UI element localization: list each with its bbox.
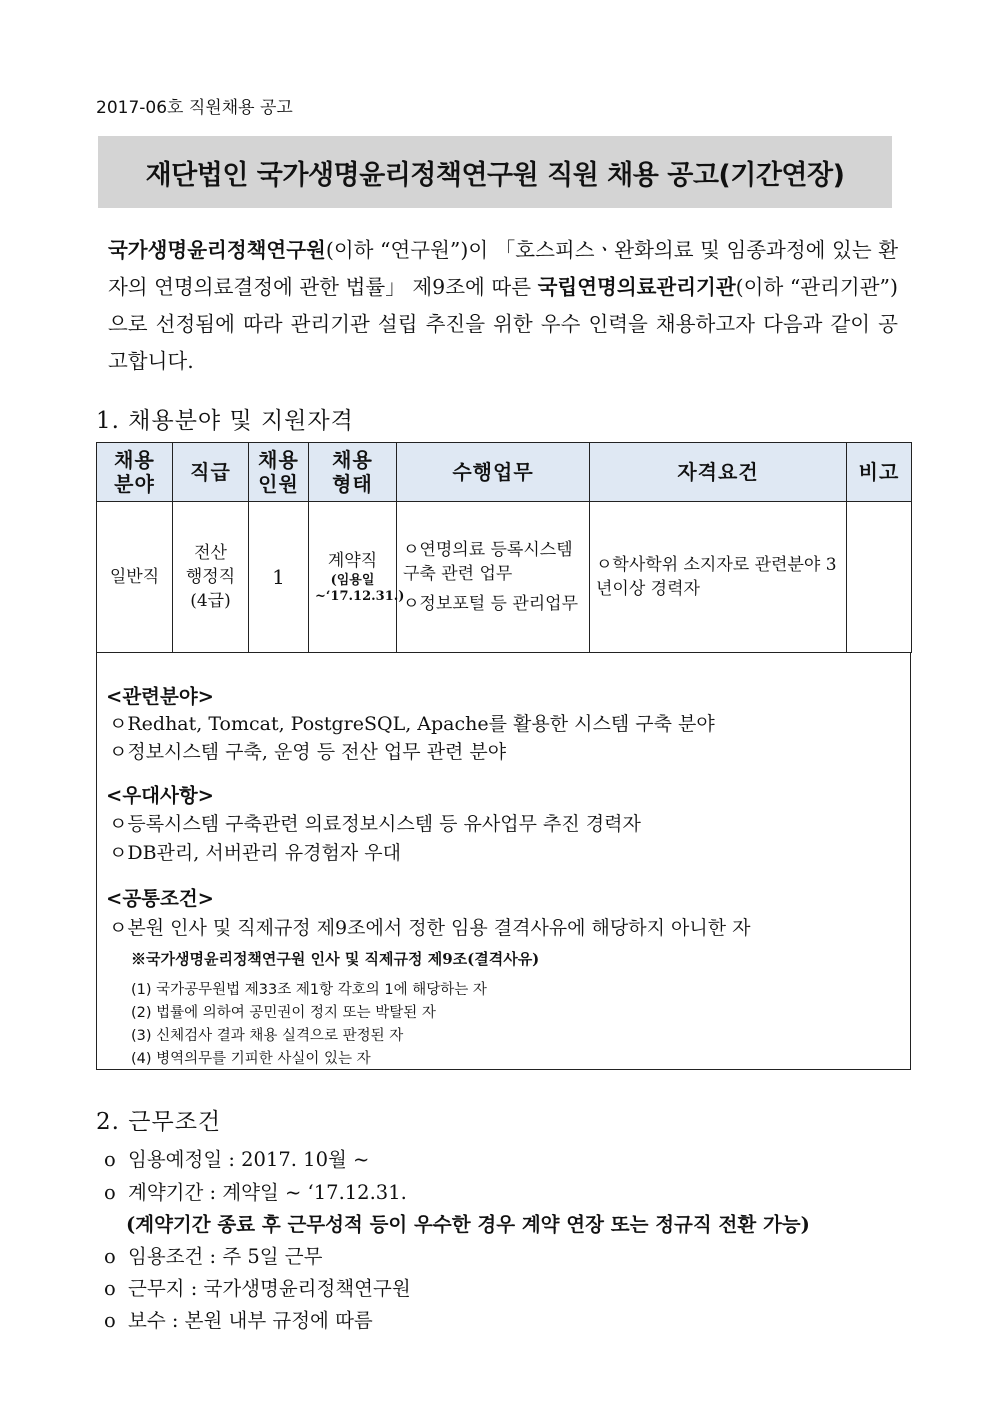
cell-type bbox=[309, 502, 405, 653]
cell-count: 1 bbox=[249, 502, 309, 653]
duty-item: ㅇ연명의료 등록시스템 구축 관련 업무 bbox=[403, 540, 573, 584]
page-title: 재단법인 국가생명윤리정책연구원 직원 채용 공고(기간연장) bbox=[145, 159, 845, 191]
condition-text: 임용조건 : 주 5일 근무 bbox=[128, 1245, 323, 1268]
col-field: 채용 분야 bbox=[97, 443, 173, 502]
related-item: ㅇ정보시스템 구축, 운영 등 전산 업무 관련 분야 bbox=[109, 741, 507, 763]
section1-heading: 1. 채용분야 및 지원자격 bbox=[96, 408, 354, 434]
condition-item bbox=[104, 1241, 322, 1269]
note-item: (3) 신체검사 결과 채용 실격으로 판정된 자 bbox=[131, 1028, 404, 1044]
condition-text: 보수 : 본원 내부 규정에 따름 bbox=[128, 1309, 373, 1332]
condition-text: 근무지 : 국가생명윤리정책연구원 bbox=[128, 1277, 411, 1300]
section2-heading: 2. 근무조건 bbox=[96, 1109, 222, 1135]
org-name: 국가생명윤리정책연구원 bbox=[108, 238, 326, 262]
condition-item bbox=[104, 1144, 369, 1172]
bullet-marker: o bbox=[104, 1309, 116, 1332]
duty-item: ㅇ정보포털 등 관리업무 bbox=[403, 594, 579, 614]
related-item: ㅇRedhat, Tomcat, PostgreSQL, Apache를 활용한 시스템 구축 분야 bbox=[109, 713, 715, 735]
cell-qualification: ㅇ학사학위 소지자로 관련분야 3년이상 경력자 bbox=[590, 502, 847, 653]
preferred-item: ㅇDB관리, 서버관리 유경험자 우대 bbox=[109, 842, 401, 864]
details-box bbox=[96, 653, 911, 1070]
common-heading: <공통조건> bbox=[106, 887, 215, 910]
cell-remarks bbox=[847, 502, 912, 653]
table-row bbox=[97, 502, 912, 653]
bullet-marker: o bbox=[104, 1245, 116, 1268]
col-count: 채용 인원 bbox=[249, 443, 309, 502]
note-heading: ※국가생명윤리정책연구원 인사 및 직제규정 제9조(결격사유) bbox=[131, 950, 540, 968]
intro-paragraph bbox=[108, 232, 898, 380]
intro-text-1: (이하 “연구원”)이 「호스피스ㆍ완화의료 및 임종과정에 있는 환자의 연명의료결정에 관한 법률」 제9조에 따른 bbox=[108, 238, 898, 299]
table-header-row bbox=[97, 443, 912, 502]
condition-item bbox=[104, 1273, 411, 1301]
condition-text: 임용예정일 : 2017. 10월 ~ bbox=[128, 1148, 370, 1171]
intro-text-2: (이하 “관리기관”)으로 선정됨에 따라 관리기관 설립 추진을 위한 우수 인력을 채용하고자 다음과 같이 공고합니다. bbox=[108, 275, 898, 373]
note-item: (1) 국가공무원법 제33조 제1항 각호의 1에 해당하는 자 bbox=[131, 982, 487, 998]
condition-item bbox=[104, 1305, 373, 1333]
bullet-marker: o bbox=[104, 1148, 116, 1171]
col-grade: 직급 bbox=[173, 443, 249, 502]
document-number: 2017-06호 직원채용 공고 bbox=[96, 98, 293, 118]
common-item: ㅇ본원 인사 및 직제규정 제9조에서 정한 임용 결격사유에 해당하지 아니한 자 bbox=[109, 917, 751, 939]
col-qualification: 자격요건 bbox=[590, 443, 847, 502]
col-remarks: 비고 bbox=[847, 443, 912, 502]
cell-duties bbox=[397, 502, 590, 653]
condition-text: 계약기간 : 계약일 ~ ‘17.12.31. bbox=[128, 1181, 407, 1204]
preferred-heading: <우대사항> bbox=[106, 784, 215, 807]
note-item: (4) 병역의무를 기피한 사실이 있는 자 bbox=[131, 1051, 371, 1067]
hiring-table bbox=[96, 442, 912, 653]
bullet-marker: o bbox=[104, 1181, 116, 1204]
contract-note: (계약기간 종료 후 근무성적 등이 우수한 경우 계약 연장 또는 정규직 전환 가능) bbox=[126, 1213, 810, 1236]
note-item: (2) 법률에 의하여 공민권이 정지 또는 박탈된 자 bbox=[131, 1005, 436, 1021]
type-label: 계약직 bbox=[327, 551, 378, 571]
type-period: (임용일 ~‘17.12.31.) bbox=[315, 573, 405, 604]
cell-field: 일반직 bbox=[97, 502, 173, 653]
related-heading: <관련분야> bbox=[106, 685, 215, 708]
cell-grade: 전산 행정직 (4급) bbox=[173, 502, 249, 653]
designation: 국립연명의료관리기관 bbox=[537, 275, 736, 299]
bullet-marker: o bbox=[104, 1277, 116, 1300]
col-duties: 수행업무 bbox=[397, 443, 590, 502]
col-type: 채용 형태 bbox=[309, 443, 397, 502]
preferred-item: ㅇ등록시스템 구축관련 의료정보시스템 등 유사업무 추진 경력자 bbox=[109, 813, 641, 835]
title-banner bbox=[98, 136, 892, 208]
condition-item bbox=[104, 1177, 407, 1205]
